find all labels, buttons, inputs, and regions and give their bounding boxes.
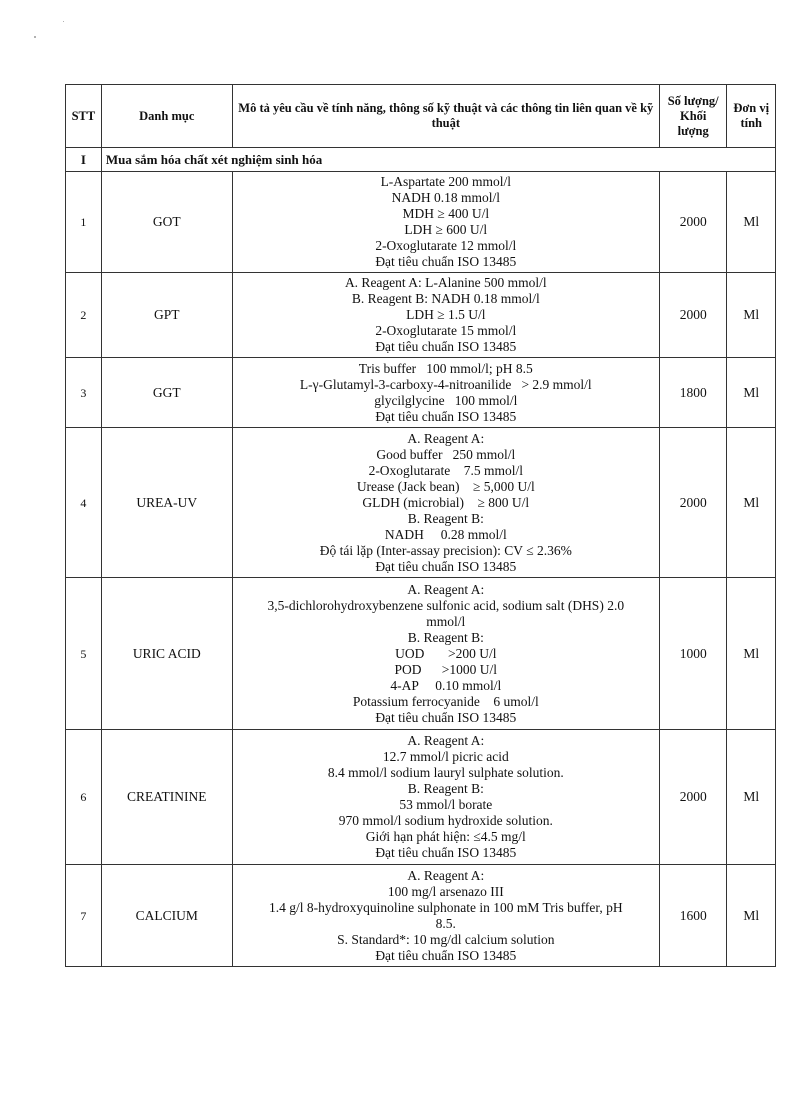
spec-line: Độ tái lặp (Inter-assay precision): CV ≤ 2.36%	[319, 542, 572, 558]
spec-line: A. Reagent A:	[407, 430, 485, 446]
spec-line: 2-Oxoglutarate 15 mmol/l	[375, 323, 517, 338]
row-number: 7	[66, 865, 102, 967]
spec-line: Good buffer 250 mmol/l	[376, 446, 516, 462]
table-row	[66, 358, 776, 428]
item-name: GPT	[101, 273, 232, 358]
header-description: Mô tả yêu cầu về tính năng, thông số kỹ thuật và các thông tin liên quan về kỹ thuật	[232, 85, 659, 148]
spec-line: 12.7 mmol/l picric acid	[382, 749, 509, 764]
item-unit: Ml	[727, 578, 776, 730]
item-unit: Ml	[727, 273, 776, 358]
header-stt: STT	[66, 85, 102, 148]
spec-line: mmol/l	[426, 613, 466, 629]
item-unit: Ml	[727, 172, 776, 273]
item-name: CALCIUM	[101, 865, 232, 967]
spec-line: LDH ≥ 600 U/l	[404, 222, 488, 237]
item-quantity: 1600	[659, 865, 727, 967]
spec-line: Đạt tiêu chuẩn ISO 13485	[375, 339, 517, 354]
item-unit: Ml	[727, 865, 776, 967]
spec-line: GLDH (microbial) ≥ 800 U/l	[362, 494, 530, 510]
table-row	[66, 172, 776, 273]
spec-line: NADH 0.28 mmol/l	[384, 526, 507, 542]
row-number: 6	[66, 730, 102, 865]
spec-line: Potassium ferrocyanide 6 umol/l	[352, 693, 539, 709]
spec-line: 3,5-dichlorohydroxybenzene sulfonic acid, sodium salt (DHS) 2.0	[267, 597, 625, 613]
item-unit: Ml	[727, 730, 776, 865]
spec-line: Đạt tiêu chuẩn ISO 13485	[375, 558, 517, 574]
item-quantity: 2000	[659, 172, 727, 273]
spec-line: 1.4 g/l 8-hydroxyquinoline sulphonate in 100 mM Tris buffer, pH	[269, 899, 623, 915]
spec-line: A. Reagent A:	[407, 733, 485, 748]
spec-line: B. Reagent B:	[407, 510, 484, 526]
spec-line: 970 mmol/l sodium hydroxide solution.	[338, 813, 553, 828]
header-quantity: Số lượng/ Khối lượng	[659, 85, 727, 148]
header-row	[66, 85, 776, 148]
spec-line: UOD >200 U/l	[395, 645, 497, 661]
spec-line: Đạt tiêu chuẩn ISO 13485	[375, 408, 517, 424]
item-quantity: 2000	[659, 428, 727, 578]
spec-line: L-Aspartate 200 mmol/l	[380, 174, 512, 189]
item-description	[232, 358, 659, 428]
table-row	[66, 730, 776, 865]
item-quantity: 2000	[659, 730, 727, 865]
scan-speck	[63, 21, 64, 22]
item-unit: Ml	[727, 428, 776, 578]
spec-line: LDH ≥ 1.5 U/l	[406, 307, 486, 322]
spec-line: 53 mmol/l borate	[399, 797, 493, 812]
row-number: 5	[66, 578, 102, 730]
spec-line: Tris buffer 100 mmol/l; pH 8.5	[358, 360, 533, 376]
row-number: 3	[66, 358, 102, 428]
spec-line: 2-Oxoglutarate 12 mmol/l	[375, 238, 517, 253]
spec-line: 8.4 mmol/l sodium lauryl sulphate solution.	[327, 765, 564, 780]
spec-line: Đạt tiêu chuẩn ISO 13485	[375, 709, 517, 725]
spec-line: A. Reagent A:	[407, 581, 485, 597]
item-name: URIC ACID	[101, 578, 232, 730]
table-row	[66, 273, 776, 358]
spec-line: A. Reagent A: L-Alanine 500 mmol/l	[344, 275, 547, 290]
spec-line: Giới hạn phát hiện: ≤4.5 mg/l	[365, 829, 526, 844]
item-quantity: 2000	[659, 273, 727, 358]
item-description	[232, 172, 659, 273]
spec-line: L-γ-Glutamyl-3-carboxy-4-nitroanilide > 2.9 mmol/l	[299, 376, 592, 392]
spec-line: POD >1000 U/l	[394, 661, 498, 677]
spec-line: 2-Oxoglutarate 7.5 mmol/l	[368, 462, 524, 478]
spec-line: S. Standard*: 10 mg/dl calcium solution	[337, 931, 555, 947]
section-title: Mua sắm hóa chất xét nghiệm sinh hóa	[101, 148, 775, 172]
spec-line: glycilglycine 100 mmol/l	[374, 392, 518, 408]
chemicals-table	[65, 84, 776, 967]
spec-line: Đạt tiêu chuẩn ISO 13485	[375, 254, 517, 269]
item-description	[232, 273, 659, 358]
spec-line: B. Reagent B:	[407, 781, 484, 796]
table-row	[66, 578, 776, 730]
scan-speck	[34, 36, 36, 38]
table-row	[66, 865, 776, 967]
section-number: I	[66, 148, 102, 172]
spec-line: 100 mg/l arsenazo III	[387, 883, 504, 899]
header-name: Danh mục	[101, 85, 232, 148]
item-quantity: 1800	[659, 358, 727, 428]
item-description	[232, 428, 659, 578]
item-description	[232, 865, 659, 967]
item-description	[232, 730, 659, 865]
item-quantity: 1000	[659, 578, 727, 730]
item-name: GOT	[101, 172, 232, 273]
row-number: 1	[66, 172, 102, 273]
spec-line: B. Reagent B: NADH 0.18 mmol/l	[351, 291, 540, 306]
item-name: CREATININE	[101, 730, 232, 865]
header-unit: Đơn vị tính	[727, 85, 776, 148]
spec-line: B. Reagent B:	[407, 629, 484, 645]
spec-line: 8.5.	[435, 915, 456, 931]
item-name: GGT	[101, 358, 232, 428]
spec-line: Đạt tiêu chuẩn ISO 13485	[375, 845, 517, 860]
section-row	[66, 148, 776, 172]
item-description	[232, 578, 659, 730]
row-number: 2	[66, 273, 102, 358]
row-number: 4	[66, 428, 102, 578]
item-unit: Ml	[727, 358, 776, 428]
spec-line: 4-AP 0.10 mmol/l	[390, 677, 502, 693]
item-name: UREA-UV	[101, 428, 232, 578]
spec-line: A. Reagent A:	[407, 867, 485, 883]
table-row	[66, 428, 776, 578]
spec-line: Đạt tiêu chuẩn ISO 13485	[375, 947, 517, 963]
spec-line: MDH ≥ 400 U/l	[402, 206, 490, 221]
spec-line: NADH 0.18 mmol/l	[391, 190, 500, 205]
spec-line: Urease (Jack bean) ≥ 5,000 U/l	[356, 478, 535, 494]
